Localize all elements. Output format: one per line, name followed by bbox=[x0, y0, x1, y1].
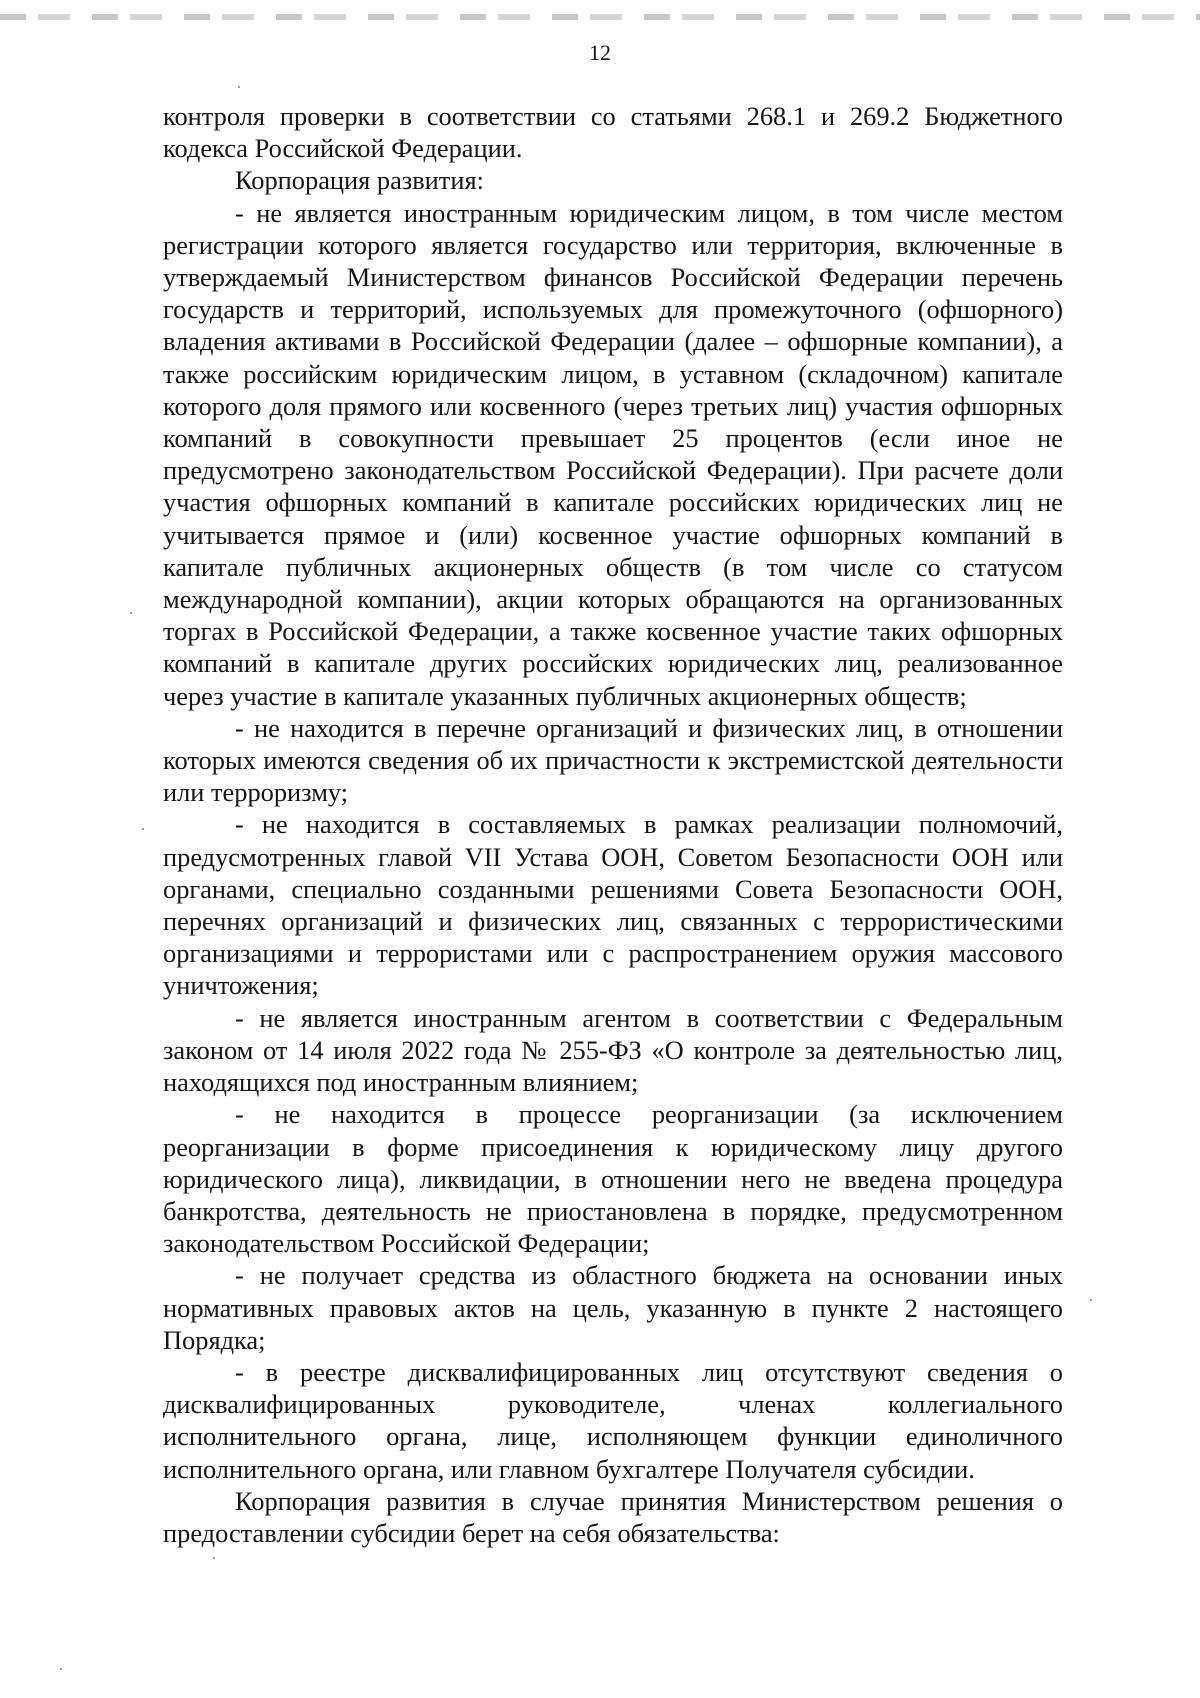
list-item-disqualified-registry: - в реестре дисквалифицированных лиц отсутствуют сведения о дисквалифицированных руководителе, членах коллегиального исполнительного органа, лице, исполняющем функции единоличного исполнительного органа, или главном бухгалтере Получателя субсидии. bbox=[163, 1356, 1063, 1484]
scan-speck bbox=[130, 612, 132, 614]
scan-top-edge bbox=[0, 14, 1200, 20]
scan-speck bbox=[1090, 1299, 1092, 1301]
paragraph-corporation-heading: Корпорация развития: bbox=[235, 165, 484, 196]
scan-speck bbox=[213, 1557, 215, 1559]
scan-speck bbox=[142, 828, 144, 830]
list-item-extremism: - не находится в перечне организаций и физических лиц, в отношении которых имеются сведения об их причастности к экстремистской деятельности или терроризму; bbox=[163, 712, 1063, 808]
list-item-reorganization: - не находится в процессе реорганизации (за исключением реорганизации в форме присоединения к юридическому лицу другого юридического лица), ликвидации, в отношении него не введена процедура банкротства, деятельность не приостановлена в порядке, предусмотренном законодательством Российской Федерации; bbox=[163, 1099, 1063, 1259]
list-item-offshore: - не является иностранным юридическим лицом, в том числе местом регистрации которого является государство или территория, включенные в утверждаемый Министерством финансов Российской Федерации перечень государств и территорий, используемых для промежуточного (офшорного) владения активами в Российской Федерации (далее – офшорные компании), а также российским юридическим лицом, в уставном (складочном) капитале которого доля прямого или косвенного (через третьих лиц) участия офшорных компаний в совокупности превышает 25 процентов (если иное не предусмотрено законодательством Российской Федерации). При расчете доли участия офшорных компаний в капитале российских юридических лиц не учитывается прямое и (или) косвенное участие офшорных компаний в капитале публичных акционерных обществ (в том числе со статусом международной компании), акции которых обращаются на организованных торгах в Российской Федерации, а также косвенное участие таких офшорных компаний в капитале других российских юридических лиц, реализованное через участие в капитале указанных публичных акционерных обществ; bbox=[163, 197, 1063, 711]
list-item-budget-funds: - не получает средства из областного бюджета на основании иных нормативных правовых актов на цель, указанную в пункте 2 настоящего Порядка; bbox=[163, 1260, 1063, 1355]
list-item-foreign-agent: - не является иностранным агентом в соответствии с Федеральным законом от 14 июля 2022 года № 255-ФЗ «О контроле за деятельностью лиц, находящихся под иностранным влиянием; bbox=[163, 1002, 1063, 1098]
paragraph-obligations: Корпорация развития в случае принятия Министерством решения о предоставлении субсидии берет на себя обязательства: bbox=[163, 1485, 1063, 1548]
scan-speck bbox=[238, 86, 240, 88]
paragraph-continuation: контроля проверки в соответствии со статьями 268.1 и 269.2 Бюджетного кодекса Российской Федерации. bbox=[163, 101, 1063, 164]
list-item-un-sanctions: - не находится в составляемых в рамках реализации полномочий, предусмотренных главой VII Устава ООН, Советом Безопасности ООН или органами, специально созданными решениями Совета Безопасности ООН, перечнях организаций и физических лиц, связанных с террористическими организациями и террористами или с распространением оружия массового уничтожения; bbox=[163, 809, 1063, 1001]
page-number: 12 bbox=[589, 40, 611, 65]
scan-speck bbox=[60, 1668, 62, 1670]
document-body bbox=[163, 100, 1063, 1549]
